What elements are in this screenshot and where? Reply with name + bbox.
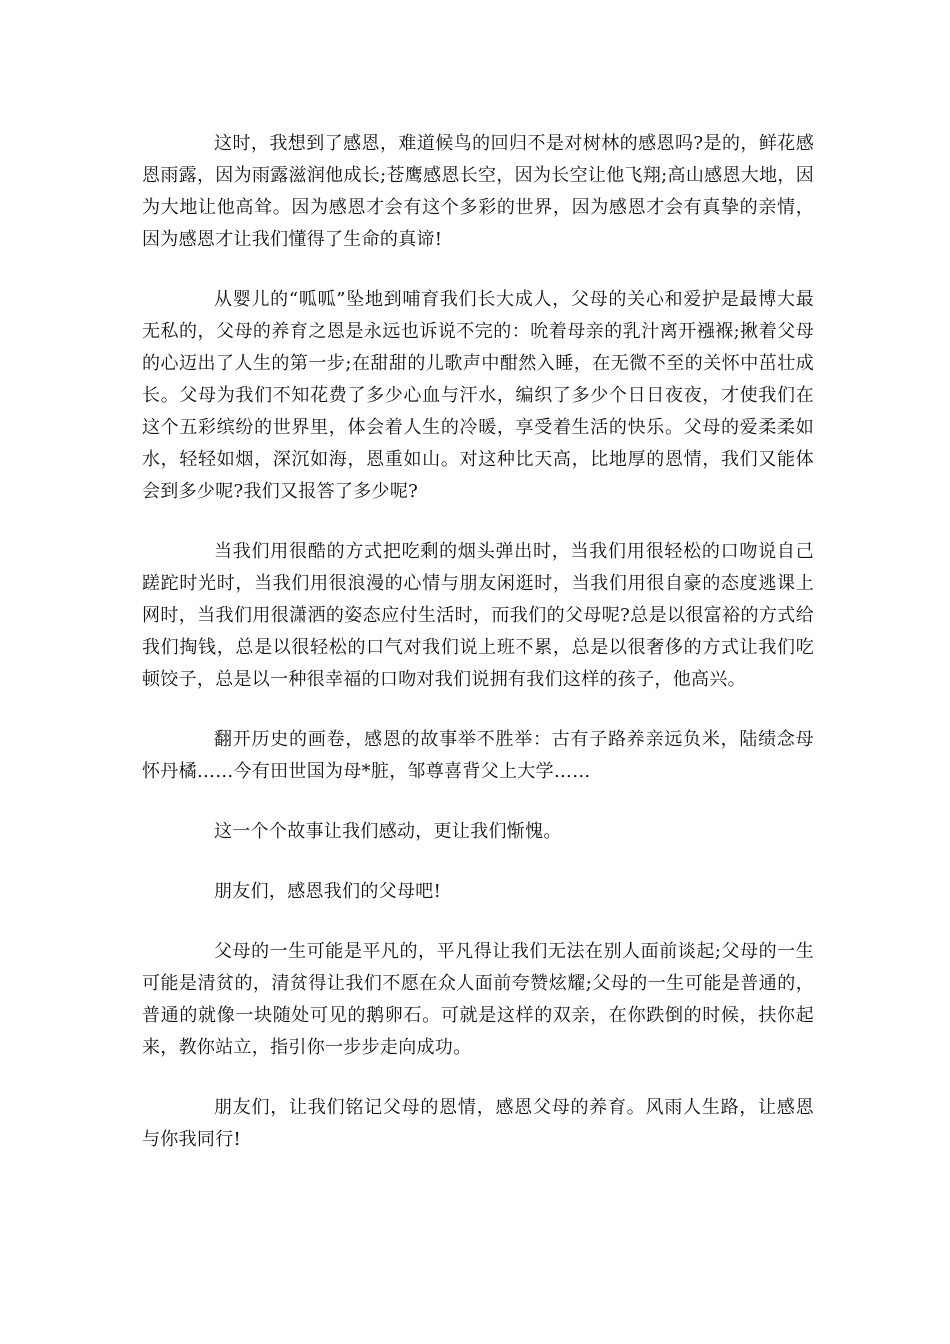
paragraph-3: 当我们用很酷的方式把吃剩的烟头弹出时，当我们用很轻松的口吻说自己蹉跎时光时，当我们用很浪漫的心情与朋友闲逛时，当我们用很自豪的态度逃课上网时，当我们用很潇洒的姿态应付生活时，而我们的父母呢?总是以很富裕的方式给我们掏钱，总是以很轻松的口气对我们说上班不累，总是以很奢侈的方式让我们吃顿饺子，总是以一种很幸福的口吻对我们说拥有我们这样的孩子，他高兴。 (142, 541, 814, 690)
paragraph-8: 朋友们，让我们铭记父母的恩情，感恩父母的养育。风雨人生路，让感恩与你我同行! (142, 1097, 814, 1150)
document-body (142, 128, 814, 1184)
paragraph-7: 父母的一生可能是平凡的，平凡得让我们无法在别人面前谈起;父母的一生可能是清贫的，清贫得让我们不愿在众人面前夸赞炫耀;父母的一生可能是普通的，普通的就像一块随处可见的鹅卵石。可就是这样的双亲，在你跌倒的时候，扶你起来，教你站立，指引你一步步走向成功。 (142, 941, 814, 1058)
paragraph-6: 朋友们，感恩我们的父母吧! (214, 881, 442, 902)
paragraph-2: 从婴儿的“呱呱”坠地到哺育我们长大成人，父母的关心和爱护是最博大最无私的，父母的养育之恩是永远也诉说不完的：吮着母亲的乳汁离开襁褓;揪着父母的心迈出了人生的第一步;在甜甜的儿歌声中酣然入睡，在无微不至的关怀中茁壮成长。父母为我们不知花费了多少心血与汗水，编织了多少个日日夜夜，才使我们在这个五彩缤纷的世界里，体会着人生的冷暖，享受着生活的快乐。父母的爱柔柔如水，轻轻如烟，深沉如海，恩重如山。对这种比天高，比地厚的恩情，我们又能体会到多少呢?我们又报答了多少呢? (142, 289, 814, 502)
paragraph-4: 翻开历史的画卷，感恩的故事举不胜举：古有子路养亲远负米，陆绩念母怀丹橘……今有田世国为母*脏，邹尊喜背父上大学…… (142, 729, 814, 782)
paragraph-1: 这时，我想到了感恩，难道候鸟的回归不是对树林的感恩吗?是的，鲜花感恩雨露，因为雨露滋润他成长;苍鹰感恩长空，因为长空让他飞翔;高山感恩大地，因为大地让他高耸。因为感恩才会有这个多彩的世界，因为感恩才会有真挚的亲情，因为感恩才让我们懂得了生命的真谛! (142, 133, 814, 250)
paragraph-5: 这一个个故事让我们感动，更让我们惭愧。 (214, 821, 562, 842)
